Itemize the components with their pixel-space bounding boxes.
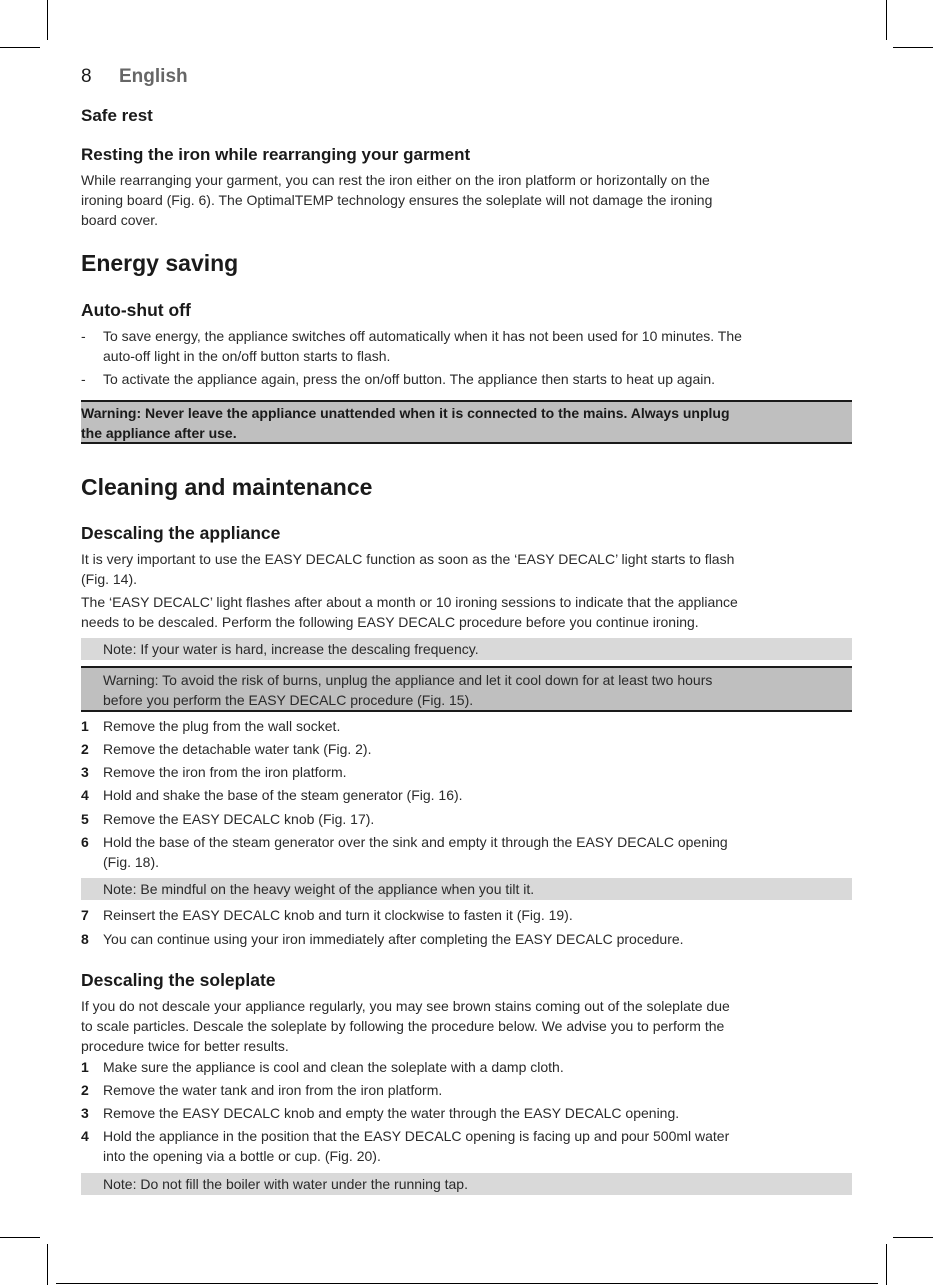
step-item	[81, 785, 852, 805]
warning-box-burns	[81, 666, 852, 712]
page-header	[81, 66, 188, 88]
text-line: Remove the detachable water tank (Fig. 2).	[103, 741, 372, 757]
step-item	[81, 929, 852, 949]
step-item	[81, 1057, 852, 1077]
step-item	[81, 905, 852, 925]
step-item	[81, 739, 852, 759]
step-item	[81, 1080, 852, 1100]
text-line: Remove the plug from the wall socket.	[103, 718, 341, 734]
crop-mark-tr-v	[886, 0, 887, 40]
text-line: Hold and shake the base of the steam generator (Fig. 16).	[103, 787, 463, 803]
step-item	[81, 716, 852, 736]
step-number: 3	[81, 764, 89, 780]
section-heading-safe-rest: Safe rest	[81, 106, 153, 125]
text-line: Remove the EASY DECALC knob and empty the water through the EASY DECALC opening.	[103, 1105, 680, 1121]
text-line: Remove the iron from the iron platform.	[103, 764, 347, 780]
note-box-heavy-weight	[81, 878, 852, 900]
bottom-trim-line	[56, 1283, 878, 1284]
text-line: You can continue using your iron immediately after completing the EASY DECALC procedure.	[103, 931, 684, 947]
crop-mark-br-h	[893, 1237, 933, 1238]
text-line: Hold the base of the steam generator over the sink and empty it through the EASY DECALC opening	[103, 834, 728, 850]
step-number: 2	[81, 1082, 89, 1098]
text-line: To save energy, the appliance switches off automatically when it has not been used for 10 minutes. The	[103, 328, 742, 344]
text-line: Warning: Never leave the appliance unattended when it is connected to the mains. Always unplug	[81, 405, 730, 421]
text-line: to scale particles. Descale the soleplate by following the procedure below. We advise you to perform the	[81, 1018, 725, 1034]
subheading-descaling-soleplate: Descaling the soleplate	[81, 970, 276, 990]
crop-mark-br-v	[886, 1244, 887, 1285]
subheading-auto-shut-off: Auto-shut off	[81, 300, 191, 320]
crop-mark-bl-h	[0, 1237, 40, 1238]
step-item	[81, 1103, 852, 1123]
text-line: Make sure the appliance is cool and clean the soleplate with a damp cloth.	[103, 1059, 564, 1075]
text-line: Remove the water tank and iron from the iron platform.	[103, 1082, 443, 1098]
descaling-paragraph-1	[81, 549, 852, 589]
crop-mark-tr-h	[893, 47, 933, 48]
text-line: Remove the EASY DECALC knob (Fig. 17).	[103, 811, 375, 827]
step-number: 1	[81, 1059, 89, 1075]
text-line: (Fig. 18).	[103, 854, 160, 870]
text-line: into the opening via a bottle or cup. (Fig. 20).	[103, 1148, 381, 1164]
note-box-hard-water	[81, 638, 852, 660]
step-number: 6	[81, 834, 89, 850]
text-line: Warning: To avoid the risk of burns, unplug the appliance and let it cool down for at least two hours	[103, 672, 713, 688]
text-line: To activate the appliance again, press the on/off button. The appliance then starts to heat up again.	[103, 371, 716, 387]
section-heading-energy-saving: Energy saving	[81, 250, 239, 276]
text-line: Reinsert the EASY DECALC knob and turn it clockwise to fasten it (Fig. 19).	[103, 907, 573, 923]
text-line: Note: Be mindful on the heavy weight of the appliance when you tilt it.	[103, 881, 535, 897]
page-number: 8	[81, 66, 92, 87]
text-line: Note: If your water is hard, increase the descaling frequency.	[103, 641, 479, 657]
text-line: needs to be descaled. Perform the following EASY DECALC procedure before you continue ironing.	[81, 614, 699, 630]
warning-box-unattended	[81, 400, 852, 444]
step-number: 4	[81, 1128, 89, 1144]
step-item	[81, 809, 852, 829]
step-number: 2	[81, 741, 89, 757]
step-number: 5	[81, 811, 89, 827]
text-line: The ‘EASY DECALC’ light flashes after about a month or 10 ironing sessions to indicate that the appliance	[81, 594, 738, 610]
text-line: ironing board (Fig. 6). The OptimalTEMP technology ensures the soleplate will not damage the ironing	[81, 192, 713, 208]
note-box-running-tap	[81, 1173, 852, 1195]
step-item	[81, 762, 852, 782]
page-language: English	[119, 66, 188, 87]
bullet-item	[81, 326, 852, 366]
text-line: procedure twice for better results.	[81, 1038, 289, 1054]
text-line: It is very important to use the EASY DECALC function as soon as the ‘EASY DECALC’ light starts to flash	[81, 551, 735, 567]
text-line: Note: Do not fill the boiler with water under the running tap.	[103, 1176, 468, 1192]
subheading-resting-iron: Resting the iron while rearranging your garment	[81, 145, 471, 164]
safe-rest-paragraph	[81, 170, 852, 230]
descaling-paragraph-2	[81, 592, 852, 632]
bullet-dash: -	[81, 328, 86, 344]
text-line: While rearranging your garment, you can rest the iron either on the iron platform or horizontally on the	[81, 172, 710, 188]
subheading-descaling-appliance: Descaling the appliance	[81, 523, 281, 543]
text-line: (Fig. 14).	[81, 571, 138, 587]
step-number: 7	[81, 907, 89, 923]
text-line: board cover.	[81, 212, 159, 228]
step-number: 1	[81, 718, 89, 734]
step-number: 4	[81, 787, 89, 803]
section-heading-cleaning: Cleaning and maintenance	[81, 474, 373, 500]
crop-mark-tl-v	[47, 0, 48, 40]
step-item	[81, 1126, 852, 1166]
step-number: 8	[81, 931, 89, 947]
step-number: 3	[81, 1105, 89, 1121]
text-line: the appliance after use.	[81, 425, 237, 441]
text-line: If you do not descale your appliance regularly, you may see brown stains coming out of the soleplate due	[81, 998, 730, 1014]
bullet-item	[81, 369, 852, 389]
crop-mark-bl-v	[47, 1244, 48, 1285]
bullet-dash: -	[81, 371, 86, 387]
text-line: auto-off light in the on/off button starts to flash.	[103, 348, 391, 364]
text-line: before you perform the EASY DECALC procedure (Fig. 15).	[103, 692, 474, 708]
crop-mark-tl-h	[0, 47, 40, 48]
soleplate-paragraph	[81, 996, 852, 1056]
step-item	[81, 832, 852, 872]
text-line: Hold the appliance in the position that the EASY DECALC opening is facing up and pour 500ml water	[103, 1128, 730, 1144]
